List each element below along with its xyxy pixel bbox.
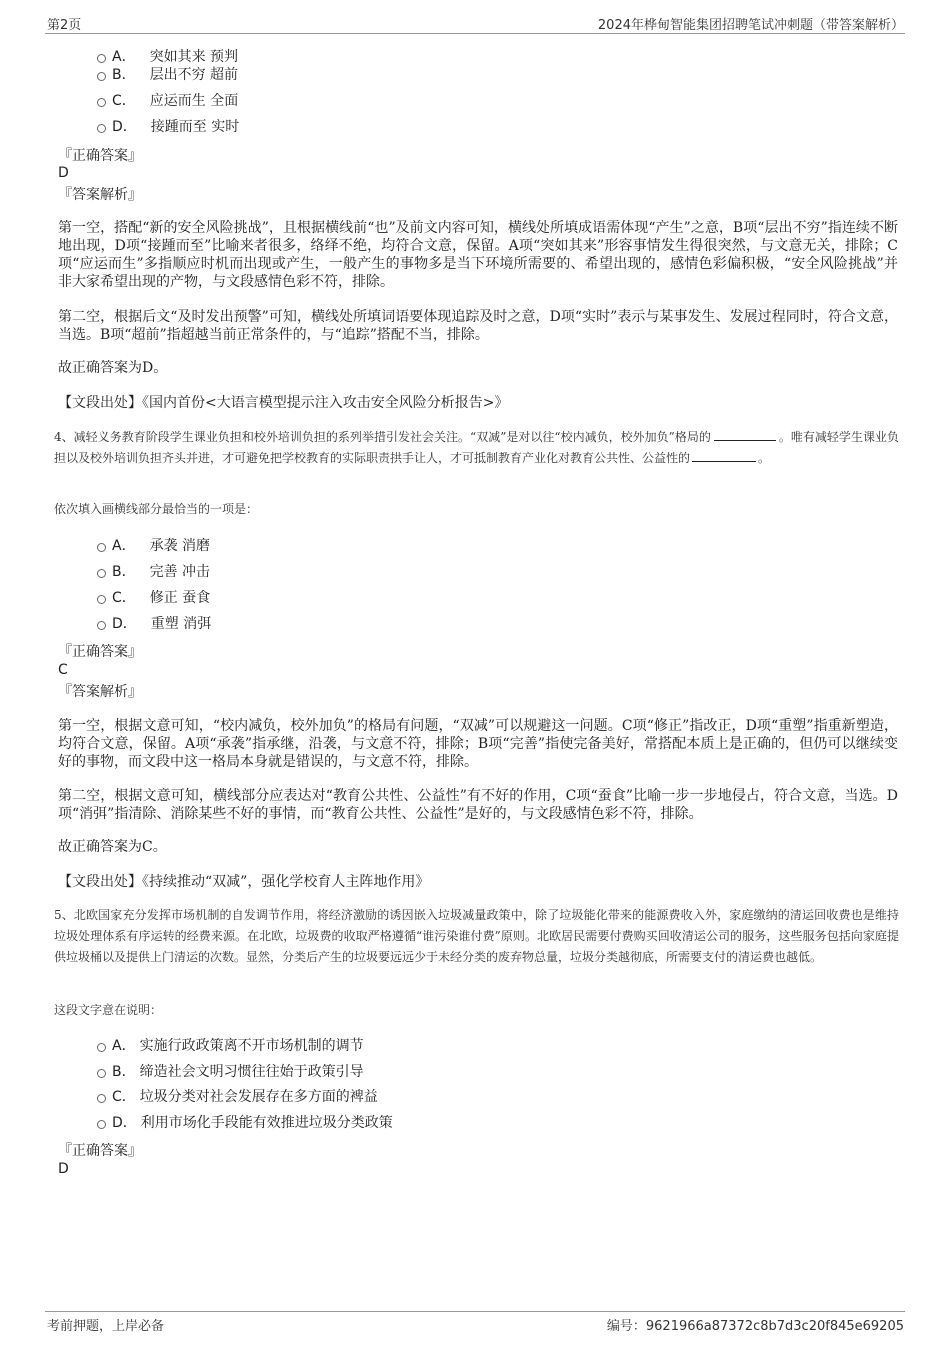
q5-option-d[interactable]: D． 利用市场化手段能有效推进垃圾分类政策 (97, 1114, 393, 1132)
q4-blank-2 (692, 461, 756, 462)
q3-analysis-paragraph-1: 第一空，搭配“新的安全风险挑战”，且根据横线前“也”及前文内容可知，横线处所填成语需体现“产生”之意，B项“层出不穷”指连续不断地出现，D项“接踵而至”比喻来者很多，络绎不绝，均符合文意，保留。A项“突如其来”形容事情发生得很突然，与文意无关，排除；C项“应运而生”多指顺应时机而出现或产生，一般产生的事物多是当下环境所需要的、希望出现的，感情色彩偏积极，“安全风险挑战”并非大家希望出现的产物，与文段感情色彩不符，排除。 (58, 220, 898, 290)
radio-icon[interactable] (97, 595, 106, 604)
q4-conclusion: 故正确答案为C。 (58, 839, 167, 855)
radio-icon[interactable] (97, 124, 106, 133)
q3-source: 【文段出处】《国内首份<大语言模型提示注入攻击安全风险分析报告>》 (58, 395, 509, 411)
page-header (0, 0, 950, 34)
q3-option-c[interactable]: C． 应运而生 全面 (97, 92, 238, 110)
q5-correct-label: 『正确答案』 (58, 1143, 142, 1159)
q3-option-d[interactable]: D． 接踵而至 实时 (97, 118, 239, 136)
radio-icon[interactable] (97, 98, 106, 107)
q4-answer: C (58, 662, 68, 678)
q4-analysis-paragraph-1: 第一空，根据文意可知，“校内减负，校外加负”的格局有问题，“双减”可以规避这一问题。C项“修正”指改正，D项“重塑”指重新塑造，均符合文意，保留。A项“承袭”指承继，沿袭，与文意不符，排除；B项“完善”指使完备美好，常搭配本质上是正确的，但仍可以继续变好的事物，而文段中这一格局本身就是错误的，与文意不符，排除。 (58, 718, 898, 770)
q4-option-d[interactable]: D． 重塑 消弭 (97, 615, 211, 633)
q4-option-b[interactable]: B． 完善 冲击 (97, 563, 210, 581)
footer-code-label: 编号： (606, 1319, 646, 1334)
footer-code-value: 9621966a87372c8b7d3c20f845e69205 (645, 1319, 904, 1334)
page-number: 第2页 (47, 18, 82, 33)
radio-icon[interactable] (97, 569, 106, 578)
footer-slogan: 考前押题，上岸必备 (47, 1319, 165, 1334)
q4-source: 【文段出处】《持续推动“双减”，强化学校育人主阵地作用》 (58, 874, 430, 890)
radio-icon[interactable] (97, 1069, 106, 1078)
q3-answer: D (58, 165, 69, 181)
radio-icon[interactable] (97, 1043, 106, 1052)
q5-answer: D (58, 1161, 69, 1177)
q4-analysis-paragraph-2: 第二空，根据文意可知，横线部分应表达对“教育公共性、公益性”有不好的作用，C项“蚕食”比喻一步一步地侵占，符合文意，当选。D项“消弭”指清除、消除某些不好的事情，而“教育公共性、公益性”是好的，与文段感情色彩不符，排除。 (58, 788, 898, 822)
q5-option-c[interactable]: C． 垃圾分类对社会发展存在多方面的裨益 (97, 1088, 378, 1106)
q5-option-a[interactable]: A． 实施行政政策离不开市场机制的调节 (97, 1037, 364, 1055)
footer-code (607, 1315, 904, 1334)
radio-icon[interactable] (97, 1094, 106, 1103)
q4-prompt: 依次填入画横线部分最恰当的一项是： (54, 502, 259, 516)
document-title: 2024年桦甸智能集团招聘笔试冲刺题（带答案解析） (597, 18, 904, 33)
q3-correct-label: 『正确答案』 (58, 148, 142, 164)
radio-icon[interactable] (97, 72, 106, 81)
radio-icon[interactable] (97, 1120, 106, 1129)
q3-analysis-paragraph-2: 第二空，根据后文“及时发出预警”可知，横线处所填词语要体现追踪及时之意，D项“实时”表示与某事发生、发展过程同时，符合文意，当选。B项“超前”指超越当前正常条件的，与“追踪”搭配不当，排除。 (58, 309, 898, 343)
q3-option-a[interactable]: A． 突如其来 预判 (97, 48, 238, 66)
q5-stem: 5、北欧国家充分发挥市场机制的自发调节作用，将经济激励的诱因嵌入垃圾减量政策中，除了垃圾能化带来的能源费收入外，家庭缴纳的清运回收费也是维持垃圾处理体系有序运转的经费来源。在北欧，垃圾费的收取严格遵循“谁污染谁付费”原则。北欧居民需要付费购买回收清运公司的服务，这些服务包括向家庭提供垃圾桶以及提供上门清运的次数。显然，分类后产生的垃圾要远远少于未经分类的废弃物总量，垃圾分类越彻底，所需要支付的清运费也越低。 (54, 908, 899, 964)
q4-correct-label: 『正确答案』 (58, 644, 142, 660)
q5-prompt: 这段文字意在说明： (54, 1003, 163, 1017)
q3-analysis-label: 『答案解析』 (58, 187, 142, 203)
q4-analysis-label: 『答案解析』 (58, 684, 142, 700)
radio-icon[interactable] (97, 621, 106, 630)
footer-divider (45, 1311, 905, 1312)
radio-icon[interactable] (97, 54, 106, 63)
q4-stem: 4、减轻义务教育阶段学生课业负担和校外培训负担的系列举措引发社会关注。“双减”是对以往“校内减负，校外加负”格局的 。唯有减轻学生课业负担以及校外培训负担齐头并进，才可避免把学校教育的实际职责拱手让人，才可抵制教育产业化对教育公共性、公益性的 。 (54, 430, 899, 465)
q4-blank-1 (714, 440, 776, 441)
q4-option-c[interactable]: C． 修正 蚕食 (97, 589, 210, 607)
q4-option-a[interactable]: A． 承袭 消磨 (97, 537, 210, 555)
q3-option-b[interactable]: B． 层出不穷 超前 (97, 66, 238, 84)
radio-icon[interactable] (97, 543, 106, 552)
q3-conclusion: 故正确答案为D。 (58, 360, 168, 376)
q5-option-b[interactable]: B． 缔造社会文明习惯往往始于政策引导 (97, 1063, 364, 1081)
header-divider (45, 33, 905, 34)
